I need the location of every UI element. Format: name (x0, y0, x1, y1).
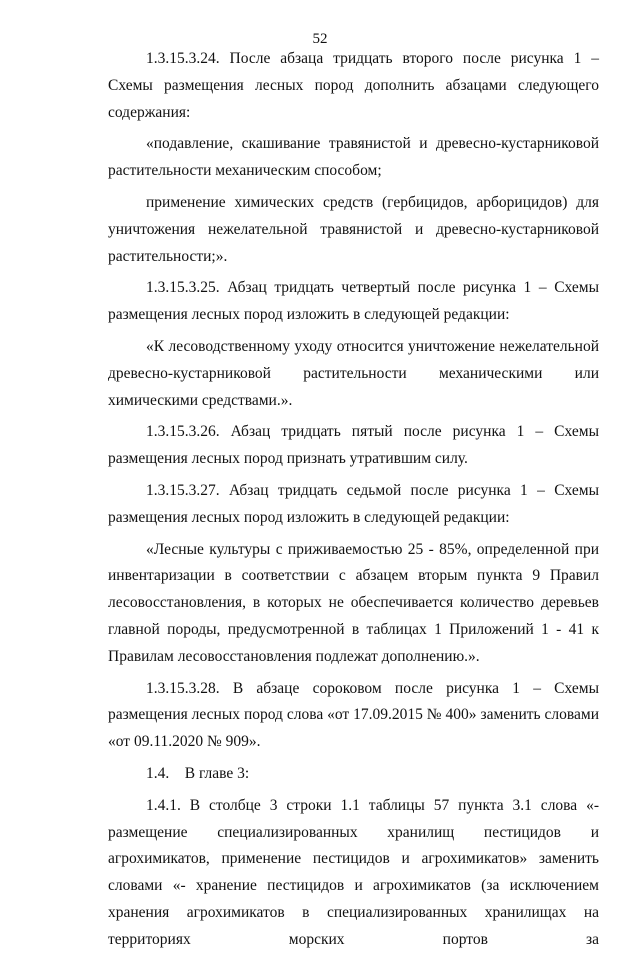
paragraph-quote-forest-cultures: «Лесные культуры с приживаемостью 25 - 85%, определенной при инвентаризации в соответствии с абзацем вторым пункта 9 Правил лесовосстановления, в которых не обеспечивается количество деревьев главной породы, предусмотренной в таблицах 1 Приложений 1 - 41 к Правилам лесовосстановления подлежат дополнению.». (108, 540, 599, 665)
paragraph-quote-silvicultural-care: «К лесоводственному уходу относится уничтожение нежелательной древесно-кустарниковой растительности механическими или химическими средствами.». (108, 337, 599, 409)
paragraph-1-4: 1.4. В главе 3: (146, 764, 250, 782)
paragraph-chemical-application: применение химических средств (гербицидов, арборицидов) для уничтожения нежелательной травянистой и древесно-кустарниковой растительности;». (108, 193, 599, 265)
document-body (108, 46, 599, 954)
paragraph-1-4-1: 1.4.1. В столбце 3 строки 1.1 таблицы 57 пункта 3.1 слова «- размещение специализированных хранилищ пестицидов и агрохимикатов, применение пестицидов и агрохимикатов» заменить словами «- хранение пестицидов и агрохимикатов (за исключением хранения агрохимикатов в специализированных хранилищах на территориях морских портов за (108, 796, 599, 948)
paragraph-1-3-15-3-24: 1.3.15.3.24. После абзаца тридцать второго после рисунка 1 – Схемы размещения лесных пород дополнить абзацами следующего содержания: (108, 50, 599, 121)
page-number: 52 (312, 31, 328, 47)
paragraph-quote-suppression: «подавление, скашивание травянистой и древесно-кустарниковой растительности механическим способом; (108, 135, 599, 180)
paragraph-1-3-15-3-26: 1.3.15.3.26. Абзац тридцать пятый после рисунка 1 – Схемы размещения лесных пород признать утратившим силу. (108, 423, 599, 468)
paragraph-1-3-15-3-25: 1.3.15.3.25. Абзац тридцать четвертый после рисунка 1 – Схемы размещения лесных пород изложить в следующей редакции: (108, 279, 599, 324)
paragraph-1-3-15-3-28: 1.3.15.3.28. В абзаце сороковом после рисунка 1 – Схемы размещения лесных пород слова «от 17.09.2015 № 400» заменить словами «от 09.11.2020 № 909». (108, 679, 599, 751)
paragraph-1-3-15-3-27: 1.3.15.3.27. Абзац тридцать седьмой после рисунка 1 – Схемы размещения лесных пород изложить в следующей редакции: (108, 481, 599, 526)
